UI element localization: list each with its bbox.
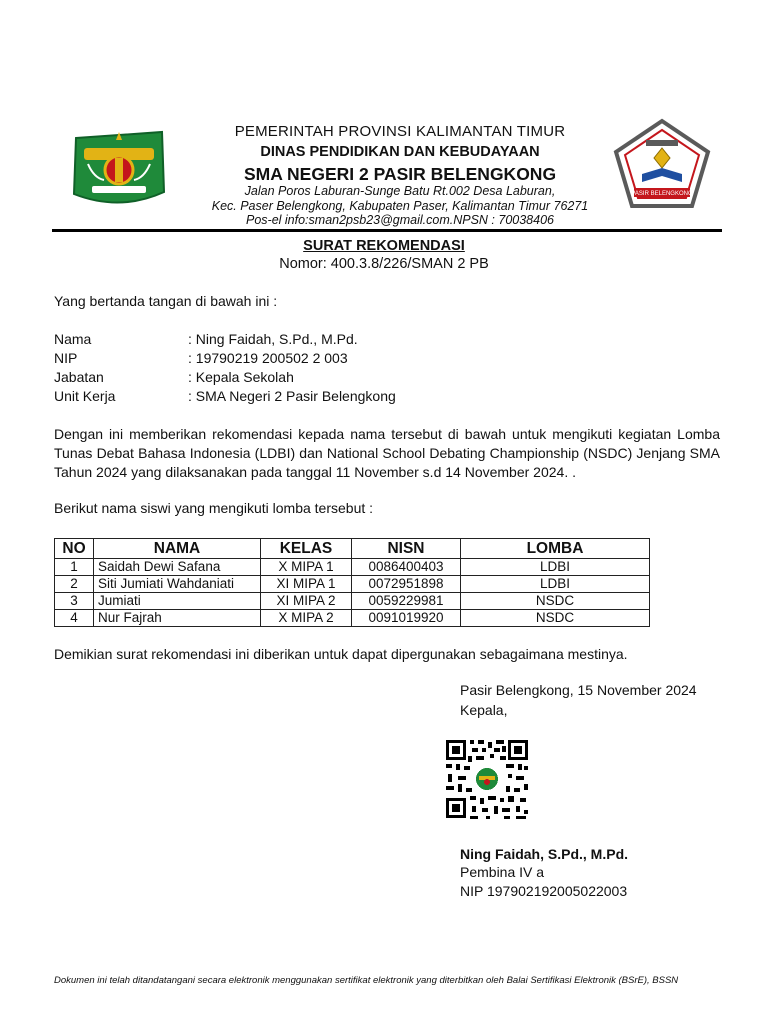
identity-label-nip: NIP	[54, 350, 78, 366]
letterhead-government: PEMERINTAH PROVINSI KALIMANTAN TIMUR	[234, 123, 566, 140]
signature-position: Kepala,	[460, 702, 508, 718]
letterhead-divider	[52, 229, 722, 232]
cell-nama: Nur Fajrah	[94, 610, 261, 627]
signer-name: Ning Faidah, S.Pd., M.Pd.	[460, 846, 629, 862]
cell-lomba: LDBI	[461, 576, 650, 593]
table-row	[55, 610, 650, 627]
identity-label-nama: Nama	[54, 331, 92, 347]
signature-place-date: Pasir Belengkong, 15 November 2024	[460, 682, 697, 698]
student-table	[54, 538, 650, 627]
school-logo-caption: PASIR BELENGKONG	[631, 191, 693, 197]
cell-kelas: X MIPA 2	[261, 610, 352, 627]
identity-value-jabatan: : Kepala Sekolah	[188, 369, 294, 385]
cell-nisn: 0072951898	[352, 576, 461, 593]
cell-nisn: 0091019920	[352, 610, 461, 627]
cell-no: 2	[55, 576, 94, 593]
cell-lomba: NSDC	[461, 610, 650, 627]
cell-kelas: X MIPA 1	[261, 559, 352, 576]
cell-no: 4	[55, 610, 94, 627]
recommendation-paragraph: Dengan ini memberikan rekomendasi kepada nama tersebut di bawah untuk mengikuti kegiatan Lomba Tunas Debat Bahasa Indonesia (LDBI) dan National School Debating Championship (NSDC) Jenjang SMA Tahun 2024 yang dilaksanakan pada tanggal 11 November s.d 14 November 2024. .	[54, 426, 720, 480]
identity-value-nama: : Ning Faidah, S.Pd., M.Pd.	[188, 331, 358, 347]
closing-text: Demikian surat rekomendasi ini diberikan untuk dapat dipergunakan sebagaimana mestinya.	[54, 646, 628, 662]
cell-nama: Jumiati	[94, 593, 261, 610]
province-emblem-logo	[70, 128, 168, 208]
table-header-row	[55, 539, 650, 559]
cell-lomba: NSDC	[461, 593, 650, 610]
cell-nama: Saidah Dewi Safana	[94, 559, 261, 576]
table-row	[55, 593, 650, 610]
e-signature-footer: Dokumen ini telah ditandatangani secara elektronik menggunakan sertifikat elektronik yang diterbitkan oleh Balai Sertifikasi Elektronik (BSrE), BSSN	[54, 975, 679, 986]
header-nisn: NISN	[352, 539, 461, 559]
identity-value-unit-kerja: : SMA Negeri 2 Pasir Belengkong	[188, 388, 396, 404]
cell-no: 3	[55, 593, 94, 610]
cell-nisn: 0086400403	[352, 559, 461, 576]
letterhead-address-line2: Kec. Paser Belengkong, Kabupaten Paser, Kalimantan Timur 76271	[211, 199, 589, 213]
school-emblem-logo	[612, 118, 712, 210]
cell-nama: Siti Jumiati Wahdaniati	[94, 576, 261, 593]
header-no: NO	[55, 539, 94, 559]
letterhead-contact: Pos-el info:sman2psb23@gmail.com.NPSN : 70038406	[246, 213, 554, 227]
cell-kelas: XI MIPA 1	[261, 576, 352, 593]
identity-value-nip: : 19790219 200502 2 003	[188, 350, 348, 366]
cell-nisn: 0059229981	[352, 593, 461, 610]
qr-code-signature-icon	[444, 738, 530, 820]
document-number: Nomor: 400.3.8/226/SMAN 2 PB	[279, 256, 489, 272]
document-title: SURAT REKOMENDASI	[303, 238, 465, 254]
cell-lomba: LDBI	[461, 559, 650, 576]
cell-no: 1	[55, 559, 94, 576]
table-row	[55, 559, 650, 576]
intro-text: Yang bertanda tangan di bawah ini :	[54, 293, 278, 309]
signer-rank: Pembina IV a	[460, 864, 545, 880]
student-list-intro: Berikut nama siswi yang mengikuti lomba tersebut :	[54, 500, 374, 516]
identity-label-jabatan: Jabatan	[54, 369, 104, 385]
letterhead-department: DINAS PENDIDIKAN DAN KEBUDAYAAN	[260, 144, 540, 160]
signer-nip: NIP 197902192005022003	[460, 883, 628, 899]
letterhead-school-name: SMA NEGERI 2 PASIR BELENGKONG	[243, 164, 557, 184]
table-row	[55, 576, 650, 593]
identity-label-unit-kerja: Unit Kerja	[54, 388, 116, 404]
cell-kelas: XI MIPA 2	[261, 593, 352, 610]
letterhead-address-line1: Jalan Poros Laburan-Sunge Batu Rt.002 Desa Laburan,	[244, 184, 556, 198]
header-kelas: KELAS	[261, 539, 352, 559]
header-lomba: LOMBA	[461, 539, 650, 559]
header-nama: NAMA	[94, 539, 261, 559]
